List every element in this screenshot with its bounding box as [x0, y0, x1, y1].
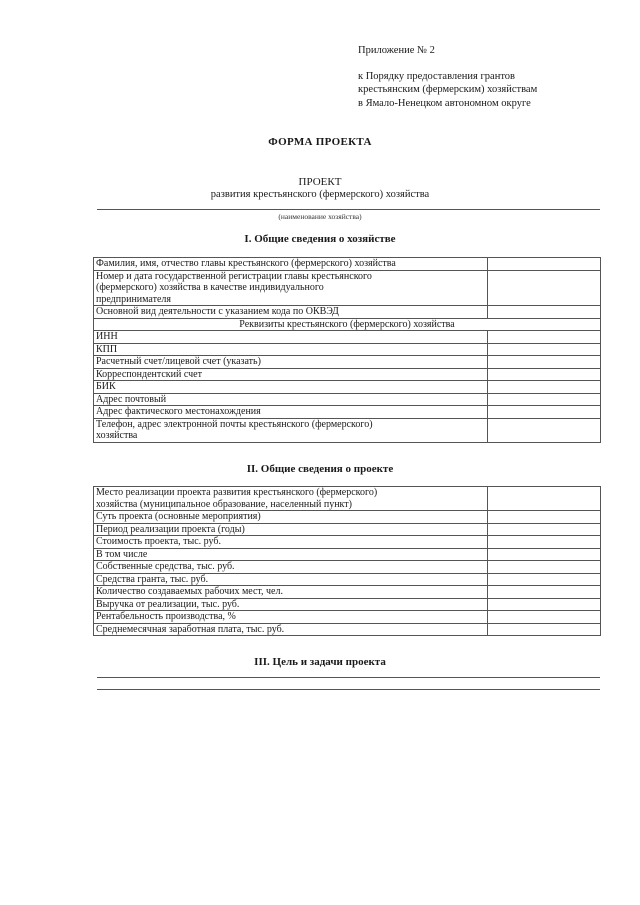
farm-info-table	[93, 257, 601, 443]
appendix-line: к Порядку предоставления грантов	[358, 70, 515, 82]
row-label	[94, 623, 488, 636]
table-row	[94, 343, 601, 356]
value-cell[interactable]	[488, 511, 601, 524]
row-label-line: КПП	[96, 343, 118, 355]
row-label	[94, 548, 488, 561]
table-row	[94, 270, 601, 306]
row-label-line: Фамилия, имя, отчество главы крестьянского (фермерского) хозяйства	[96, 258, 396, 269]
requisites-header: Реквизиты крестьянского (фермерского) хозяйства	[94, 318, 601, 331]
value-cell[interactable]	[488, 381, 601, 394]
row-label	[94, 331, 488, 344]
table-row	[94, 381, 601, 394]
row-label	[94, 270, 488, 306]
table-row	[94, 331, 601, 344]
value-cell[interactable]	[488, 406, 601, 419]
table-row	[94, 393, 601, 406]
row-label-line: Телефон, адрес электронной почты крестьянского (фермерского)	[96, 418, 373, 430]
value-cell[interactable]	[488, 343, 601, 356]
value-cell[interactable]	[488, 623, 601, 636]
value-cell[interactable]	[488, 561, 601, 574]
row-label	[94, 523, 488, 536]
value-cell[interactable]	[488, 573, 601, 586]
value-cell[interactable]	[488, 270, 601, 306]
row-label	[94, 393, 488, 406]
goal-line	[97, 677, 600, 678]
row-label-line: Место реализации проекта развития крестьянского (фермерского)	[96, 487, 378, 498]
appendix-line: в Ямало-Ненецком автономном округе	[358, 97, 531, 109]
table-row	[94, 487, 601, 511]
row-label-line: Номер и дата государственной регистрации главы крестьянского	[96, 270, 372, 282]
appendix-line: крестьянским (фермерским) хозяйствам	[358, 84, 538, 95]
farm-name-caption: (наименование хозяйства)	[278, 212, 362, 221]
row-label	[94, 406, 488, 419]
project-title: ПРОЕКТ	[298, 176, 342, 188]
table-row	[94, 611, 601, 624]
table-row	[94, 561, 601, 574]
row-label	[94, 561, 488, 574]
requisites-header-row	[94, 318, 601, 331]
project-subtitle: развития крестьянского (фермерского) хозяйства	[210, 189, 430, 200]
appendix-number: Приложение № 2	[358, 45, 435, 56]
value-cell[interactable]	[488, 598, 601, 611]
section1-title: I. Общие сведения о хозяйстве	[244, 233, 396, 245]
row-label-line: Адрес фактического местонахождения	[96, 406, 261, 417]
section2-title: II. Общие сведения о проекте	[246, 463, 394, 475]
value-cell[interactable]	[488, 393, 601, 406]
value-cell[interactable]	[488, 356, 601, 369]
value-cell[interactable]	[488, 523, 601, 536]
row-label	[94, 356, 488, 369]
table-row	[94, 406, 601, 419]
row-label	[94, 381, 488, 394]
row-label	[94, 343, 488, 356]
appendix-header	[358, 44, 537, 110]
row-label	[94, 258, 488, 271]
table-row	[94, 511, 601, 524]
row-label-line: Адрес почтовый	[96, 393, 167, 405]
form-title: ФОРМА ПРОЕКТА	[268, 136, 372, 148]
row-label	[94, 487, 488, 511]
table-row	[94, 573, 601, 586]
value-cell[interactable]	[488, 611, 601, 624]
row-label	[94, 611, 488, 624]
row-label	[94, 368, 488, 381]
row-label	[94, 511, 488, 524]
row-label-line: Период реализации проекта (годы)	[96, 523, 245, 535]
section3-title: III. Цель и задачи проекта	[254, 656, 386, 668]
value-cell[interactable]	[488, 418, 601, 442]
row-label-line: хозяйства (муниципальное образование, населенный пункт)	[96, 498, 352, 510]
value-cell[interactable]	[488, 536, 601, 549]
table-row	[94, 586, 601, 599]
row-label	[94, 418, 488, 442]
row-label-line: В том числе	[96, 548, 148, 560]
goal-line	[97, 689, 600, 690]
row-label-line: БИК	[96, 381, 116, 392]
table-row	[94, 368, 601, 381]
row-label-line: Средства гранта, тыс. руб.	[96, 573, 209, 585]
table-row	[94, 356, 601, 369]
row-label-line: Расчетный счет/лицевой счет (указать)	[96, 356, 261, 367]
row-label	[94, 306, 488, 319]
row-label-line: (фермерского) хозяйства в качестве индивидуального	[96, 282, 324, 293]
project-info-table	[93, 486, 601, 636]
table-row	[94, 523, 601, 536]
value-cell[interactable]	[488, 368, 601, 381]
row-label	[94, 573, 488, 586]
row-label	[94, 536, 488, 549]
row-label-line: Среднемесячная заработная плата, тыс. руб.	[96, 623, 285, 635]
row-label-line: Выручка от реализации, тыс. руб.	[96, 598, 240, 610]
row-label-line: Рентабельность производства, %	[96, 611, 236, 622]
row-label-line: предпринимателя	[96, 293, 171, 305]
value-cell[interactable]	[488, 586, 601, 599]
value-cell[interactable]	[488, 487, 601, 511]
value-cell[interactable]	[488, 258, 601, 271]
row-label-line: Суть проекта (основные мероприятия)	[96, 511, 261, 522]
row-label-line: Стоимость проекта, тыс. руб.	[96, 536, 221, 547]
row-label-line: хозяйства	[96, 430, 138, 441]
row-label-line: Основной вид деятельности с указанием кода по ОКВЭД	[96, 306, 339, 317]
row-label-line: Корреспондентский счет	[96, 368, 202, 380]
row-label-line: Количество создаваемых рабочих мест, чел.	[96, 586, 283, 597]
row-label	[94, 586, 488, 599]
value-cell[interactable]	[488, 306, 601, 319]
table-row	[94, 623, 601, 636]
row-label	[94, 598, 488, 611]
table-row	[94, 418, 601, 442]
value-cell[interactable]	[488, 548, 601, 561]
row-label-line: ИНН	[96, 331, 118, 342]
table-row	[94, 536, 601, 549]
table-row	[94, 548, 601, 561]
row-label-line: Собственные средства, тыс. руб.	[96, 561, 235, 572]
table-row	[94, 598, 601, 611]
farm-name-line	[97, 209, 600, 210]
table-row	[94, 258, 601, 271]
table-row	[94, 306, 601, 319]
value-cell[interactable]	[488, 331, 601, 344]
